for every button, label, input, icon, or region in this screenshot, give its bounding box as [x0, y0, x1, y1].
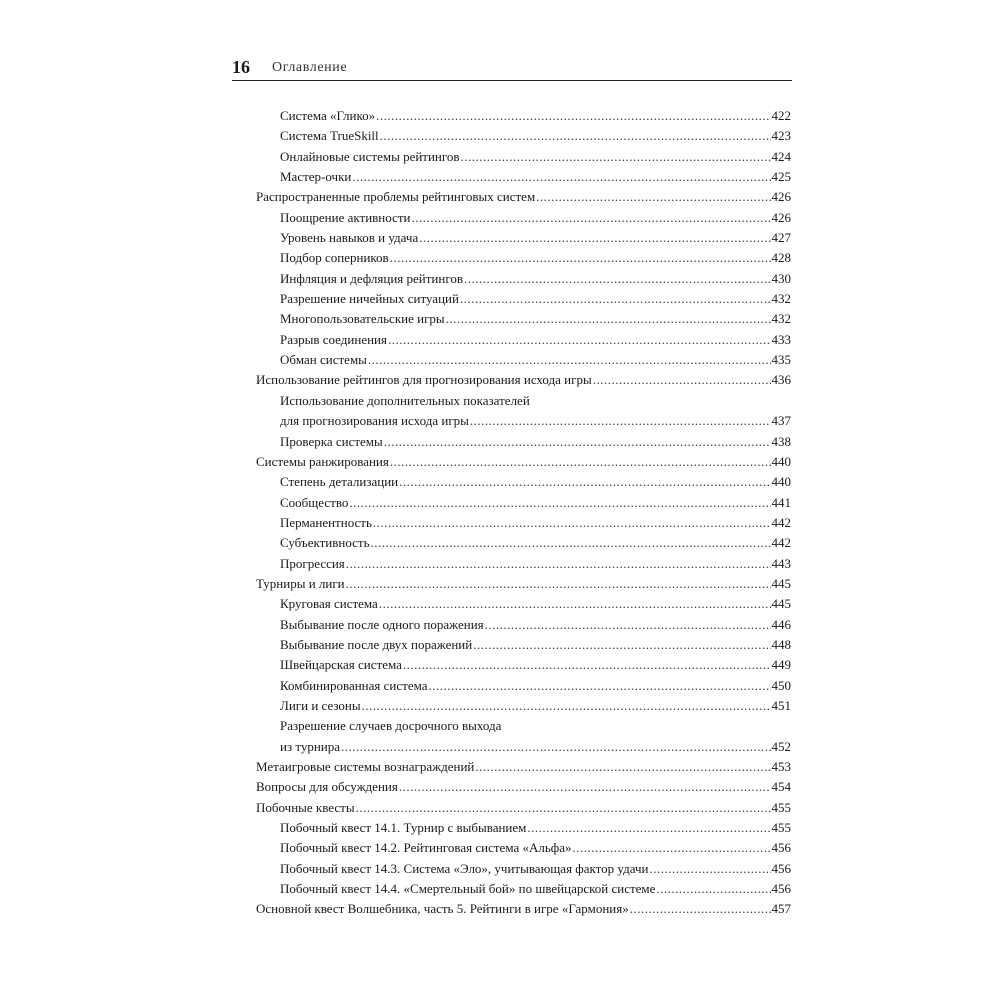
dot-leader: [630, 899, 771, 919]
toc-entry-title: Подбор соперников: [280, 250, 389, 266]
toc-entry-page: 448: [771, 636, 791, 652]
toc-entry-title: Уровень навыков и удача: [280, 230, 419, 246]
dot-leader: [475, 757, 770, 777]
toc-entry-page: 435: [771, 352, 791, 368]
toc-entry[interactable]: [256, 757, 791, 777]
dot-leader: [352, 167, 770, 187]
dot-leader: [527, 818, 770, 838]
toc-entry[interactable]: [256, 106, 791, 126]
toc-entry[interactable]: [256, 269, 791, 289]
toc-entry-page: 455: [771, 799, 791, 815]
dot-leader: [399, 472, 770, 492]
toc-entry[interactable]: [256, 838, 791, 858]
toc-entry[interactable]: [256, 309, 791, 329]
toc-entry-page: 440: [771, 474, 791, 490]
dot-leader: [485, 615, 771, 635]
toc-entry-page: 428: [771, 250, 791, 266]
toc-entry-page: 440: [771, 453, 791, 469]
toc-entry-page: 453: [771, 759, 791, 774]
toc-entry-title: Система «Глико»: [280, 108, 376, 123]
toc-entry-page: 427: [771, 230, 791, 246]
dot-leader: [473, 635, 770, 655]
toc-entry-title: Прогрессия: [280, 555, 345, 571]
toc-entry-page: 425: [771, 169, 791, 185]
dot-leader: [368, 350, 771, 370]
toc-entry-title: Поощрение активности: [280, 209, 411, 225]
toc-entry-title: Побочный квест 14.4. «Смертельный бой» по швейцарской системе: [280, 881, 656, 897]
toc-entry[interactable]: [256, 696, 791, 716]
toc-entry[interactable]: [256, 798, 791, 818]
toc-entry-page: 424: [771, 148, 791, 164]
dot-leader: [446, 309, 771, 329]
toc-entry-page: 426: [771, 209, 791, 225]
dot-leader: [429, 676, 771, 696]
dot-leader: [649, 859, 770, 879]
toc-entry-page: 443: [771, 555, 791, 571]
toc-entry-title: Побочные квесты: [256, 799, 355, 815]
toc-entry-title-first-line: Разрешение случаев досрочного выхода: [280, 718, 502, 734]
toc-entry-title: Мастер-очки: [280, 169, 352, 185]
toc-entry-page: 430: [771, 270, 791, 286]
toc-entry-page: 454: [771, 779, 791, 795]
toc-entry[interactable]: [256, 452, 791, 472]
toc-entry-page: 426: [771, 189, 791, 205]
dot-leader: [419, 228, 770, 248]
toc-entry-page: 445: [771, 596, 791, 612]
toc-entry-page: 456: [771, 840, 791, 856]
toc-entry[interactable]: [256, 594, 791, 614]
dot-leader: [536, 187, 770, 207]
toc-entry[interactable]: [256, 818, 791, 838]
toc-entry[interactable]: [256, 716, 791, 757]
toc-entry-page: 438: [771, 433, 791, 449]
toc-entry-title: Побочный квест 14.3. Система «Эло», учитывающая фактор удачи: [280, 860, 649, 876]
toc-entry[interactable]: [256, 350, 791, 370]
toc-entry[interactable]: [256, 513, 791, 533]
dot-leader: [572, 838, 770, 858]
toc-entry-page: 441: [771, 494, 791, 510]
toc-entry-page: 432: [771, 291, 791, 307]
toc-entry[interactable]: [256, 167, 791, 187]
dot-leader: [346, 554, 771, 574]
toc-entry[interactable]: [256, 370, 791, 390]
dot-leader: [470, 411, 771, 431]
toc-entry-page: 457: [771, 901, 791, 917]
dot-leader: [390, 452, 771, 472]
toc-entry-page: 445: [771, 575, 791, 591]
toc-entry-page: 456: [771, 881, 791, 897]
toc-entry-title: из турнира: [280, 738, 341, 754]
dot-leader: [379, 594, 771, 614]
toc-entry[interactable]: [256, 655, 791, 675]
toc-entry-title: Инфляция и дефляция рейтингов: [280, 270, 463, 286]
toc-entry-title: Швейцарская система: [280, 657, 402, 673]
dot-leader: [593, 370, 771, 390]
toc-entry[interactable]: [256, 635, 791, 655]
toc-entry-page: 437: [771, 413, 791, 429]
toc-entry-page: 452: [771, 738, 791, 754]
page-number: 16: [232, 57, 250, 77]
header-title: Оглавление: [272, 60, 348, 75]
toc-entry-title-first-line: Использование дополнительных показателей: [280, 392, 530, 408]
toc-entry-page: 422: [771, 108, 791, 123]
dot-leader: [362, 696, 771, 716]
dot-leader: [390, 248, 771, 268]
toc-entry-title: Выбывание после двух поражений: [280, 636, 473, 652]
dot-leader: [346, 574, 771, 594]
toc-entry-title: Побочный квест 14.2. Рейтинговая система «Альфа»: [280, 840, 572, 856]
toc-entry[interactable]: [256, 859, 791, 879]
dot-leader: [461, 147, 771, 167]
table-of-contents: [256, 106, 791, 920]
toc-entry[interactable]: [256, 147, 791, 167]
toc-entry-title: Круговая система: [280, 596, 378, 612]
toc-entry-title: Вопросы для обсуждения: [256, 779, 398, 795]
toc-entry[interactable]: [256, 676, 791, 696]
toc-entry-title: Распространенные проблемы рейтинговых систем: [256, 189, 536, 205]
toc-entry[interactable]: [256, 248, 791, 268]
dot-leader: [349, 493, 770, 513]
toc-entry-title: для прогнозирования исхода игры: [280, 413, 469, 429]
toc-entry-title: Проверка системы: [280, 433, 383, 449]
dot-leader: [373, 513, 771, 533]
toc-entry[interactable]: [256, 208, 791, 228]
dot-leader: [371, 533, 771, 553]
toc-entry-title: Основной квест Волшебника, часть 5. Рейтинги в игре «Гармония»: [256, 901, 629, 917]
dot-leader: [388, 330, 771, 350]
toc-entry[interactable]: [256, 187, 791, 207]
toc-entry[interactable]: [256, 879, 791, 899]
toc-entry-title: Степень детализации: [280, 474, 399, 490]
dot-leader: [380, 126, 771, 146]
toc-entry-title: Лиги и сезоны: [280, 697, 361, 713]
dot-leader: [411, 208, 770, 228]
toc-entry[interactable]: [256, 493, 791, 513]
toc-entry-page: 456: [771, 860, 791, 876]
toc-entry-page: 455: [771, 820, 791, 836]
dot-leader: [460, 289, 771, 309]
toc-entry-title: Комбинированная система: [280, 677, 428, 693]
toc-entry-page: 451: [771, 697, 791, 713]
toc-entry-title: Онлайновые системы рейтингов: [280, 148, 460, 164]
toc-entry-title: Многопользовательские игры: [280, 311, 445, 327]
dot-leader: [403, 655, 771, 675]
toc-entry-page: 433: [771, 331, 791, 347]
toc-entry-page: 450: [771, 677, 791, 693]
toc-entry-title: Метаигровые системы вознаграждений: [256, 759, 475, 774]
toc-entry-page: 432: [771, 311, 791, 327]
dot-leader: [399, 777, 771, 797]
toc-entry-title: Система TrueSkill: [280, 128, 379, 144]
toc-entry[interactable]: [256, 533, 791, 553]
toc-entry-title: Использование рейтингов для прогнозирования исхода игры: [256, 372, 592, 388]
toc-entry-title: Разрыв соединения: [280, 331, 387, 347]
toc-entry[interactable]: [256, 126, 791, 146]
toc-entry[interactable]: [256, 432, 791, 452]
toc-entry-page: 442: [771, 535, 791, 551]
toc-entry-title: Побочный квест 14.1. Турнир с выбыванием: [280, 820, 527, 836]
dot-leader: [464, 269, 771, 289]
toc-entry[interactable]: [256, 899, 791, 919]
dot-leader: [341, 737, 770, 757]
toc-entry-title: Выбывание после одного поражения: [280, 616, 484, 632]
toc-entry[interactable]: [256, 554, 791, 574]
toc-entry[interactable]: [256, 472, 791, 492]
toc-entry-page: 442: [771, 514, 791, 530]
toc-entry[interactable]: [256, 289, 791, 309]
toc-entry-title: Турниры и лиги: [256, 575, 345, 591]
toc-entry[interactable]: [256, 615, 791, 635]
toc-entry-page: 436: [771, 372, 791, 388]
toc-entry-title: Субъективность: [280, 535, 370, 551]
toc-entry-title: Сообщество: [280, 494, 349, 510]
toc-entry-page: 446: [771, 616, 791, 632]
toc-entry[interactable]: [256, 777, 791, 797]
toc-entry-title: Перманентность: [280, 514, 372, 530]
toc-entry[interactable]: [256, 330, 791, 350]
toc-entry[interactable]: [256, 391, 791, 432]
toc-entry[interactable]: [256, 574, 791, 594]
toc-entry-title: Разрешение ничейных ситуаций: [280, 291, 459, 307]
dot-leader: [656, 879, 770, 899]
dot-leader: [356, 798, 771, 818]
toc-entry-title: Обман системы: [280, 352, 367, 368]
toc-entry-page: 449: [771, 657, 791, 673]
toc-entry-page: 423: [771, 128, 791, 144]
dot-leader: [384, 432, 771, 452]
toc-entry[interactable]: [256, 228, 791, 248]
dot-leader: [376, 106, 770, 126]
toc-entry-title: Системы ранжирования: [256, 453, 389, 469]
page-header: [232, 56, 792, 81]
